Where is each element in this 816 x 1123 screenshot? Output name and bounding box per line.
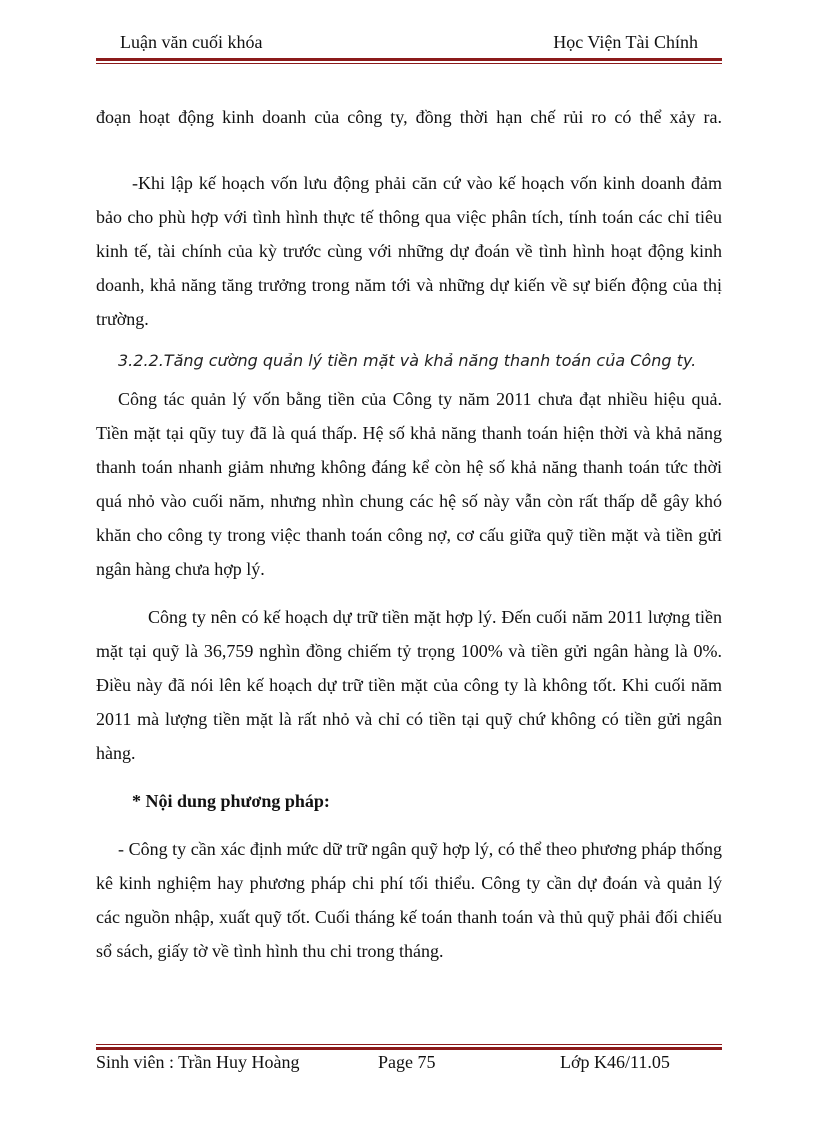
paragraph-method-detail: - Công ty cần xác định mức dữ trữ ngân quỹ hợp lý, có thể theo phương pháp thống kê kinh nghiệm hay phương pháp chi phí tối thiểu. Công ty cần dự đoán và quản lý các nguồn nhập, xuất quỹ tốt. Cuối tháng kế toán thanh toán và thủ quỹ phải đối chiếu sổ sách, giấy tờ về tình hình thu chi trong tháng. xyxy=(96,839,722,961)
paragraph-cash-reserve: Công ty nên có kế hoạch dự trữ tiền mặt hợp lý. Đến cuối năm 2011 lượng tiền mặt tại quỹ là 36,759 nghìn đồng chiếm tỷ trọng 100% và tiền gửi ngân hàng là 0%. Điều này đã nói lên kế hoạch dự trữ tiền mặt của công ty là không tốt. Khi cuối năm 2011 mà lượng tiền mặt là rất nhỏ và chỉ có tiền tại quỹ chứ không có tiền gửi ngân hàng. xyxy=(96,607,722,763)
footer-page-number: Page 75 xyxy=(378,1052,436,1072)
paragraph-cash-management: Công tác quản lý vốn bằng tiền của Công ty năm 2011 chưa đạt nhiều hiệu quả. Tiền mặt tại qũy tuy đã là quá thấp. Hệ số khả năng thanh toán hiện thời và khả năng thanh toán nhanh giảm nhưng không đáng kể còn hệ số khả năng thanh toán tức thời quá nhỏ vào cuối năm, nhưng nhìn chung các hệ số này vẫn còn rất thấp dễ gây khó khăn cho công ty trong việc thanh toán công nợ, cơ cấu giữa quỹ tiền mặt và tiền gửi ngân hàng chưa hợp lý. xyxy=(96,389,722,579)
page-footer xyxy=(96,1052,722,1078)
header-institution: Học Viện Tài Chính xyxy=(553,32,698,52)
footer-student-name: Sinh viên : Trần Huy Hoàng xyxy=(96,1052,300,1072)
page-body xyxy=(96,100,722,968)
footer-rule xyxy=(96,1044,722,1050)
footer-class-code: Lớp K46/11.05 xyxy=(560,1052,670,1072)
page-header xyxy=(96,30,722,58)
subheading-method-content: * Nội dung phương pháp: xyxy=(132,791,330,811)
section-heading-3-2-2: 3.2.2.Tăng cường quản lý tiền mặt và khả năng thanh toán của Công ty. xyxy=(118,351,697,370)
header-rule xyxy=(96,58,722,64)
paragraph-continuation: đoạn hoạt động kinh doanh của công ty, đồng thời hạn chế rủi ro có thể xảy ra. xyxy=(96,107,722,127)
header-thesis-title: Luận văn cuối khóa xyxy=(120,32,263,52)
paragraph-working-capital-plan: -Khi lập kế hoạch vốn lưu động phải căn cứ vào kế hoạch vốn kinh doanh đảm bảo cho phù hợp với tình hình thực tế thông qua việc phân tích, tính toán các chỉ tiêu kinh tế, tài chính của kỳ trước cùng với những dự đoán về tình hình hoạt động kinh doanh, khả năng tăng trưởng trong năm tới và những dự kiến về sự biến động của thị trường. xyxy=(96,173,722,329)
